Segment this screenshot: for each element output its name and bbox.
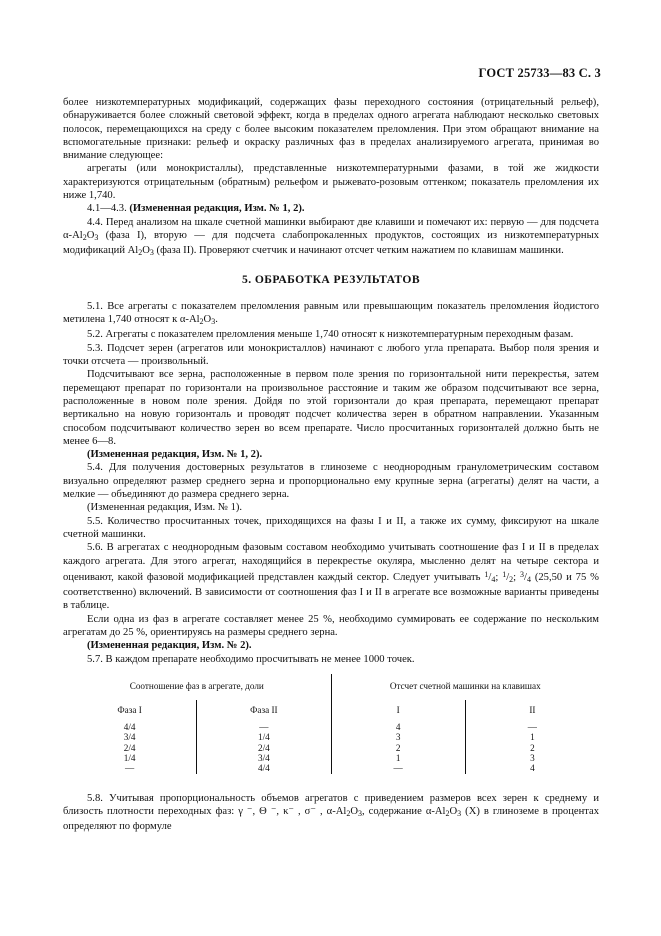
paragraph-5-2: 5.2. Агрегаты с показателем преломления меньше 1,740 относят к низкотемпературным переходным фазам.	[87, 329, 574, 341]
column-header: Фаза I	[63, 700, 197, 722]
page-header: ГОСТ 25733—83 С. 3	[478, 66, 601, 80]
paragraph: агрегаты (или монокристаллы), представленные низкотемпературными фазами, в той же жидкости характеризуются отрицательным (обратным) рельефом и рыжевато-розовым оттенком; показатель преломления их ниже 1,740.	[63, 163, 599, 202]
paragraph: более низкотемпературных модификаций, содержащих фазы переходного состояния (отрицательный рельеф), обнаруживается более сложный световой эффект, когда в пределах одного агрегата наблюдают несколько световых полосок, перемещающихся на среду с более высоким показателем преломления. При этом обращают внимание на вспомогательные признаки: рельеф и окраску различных фаз в пределах анализируемого агрегата, принимая во внимание следующее:	[63, 97, 599, 162]
paragraph-5-1: 5.1. Все агрегаты с показателем преломления равным или превышающим показатель преломления йодистого метилена 1,740 относят к $\alpha-Al_2O_3$.	[63, 300, 599, 327]
table-value: 3	[395, 732, 401, 743]
revision-note: (Измененная редакция, Изм. № 2).	[87, 640, 252, 652]
table-value: 3/4	[123, 732, 136, 743]
paragraph: Если одна из фаз в агрегате составляет менее 25 %, необходимо суммировать ее содержание по нескольким агрегатам до 25 %, ориентируясь на размеры среднего зерна.	[63, 613, 599, 638]
table-cell	[331, 722, 465, 774]
paragraph-revision: 4.1—4.3. (Измененная редакция, Изм. № 1, 2).	[87, 203, 305, 215]
document-body	[63, 96, 599, 834]
paragraph-5-7: 5.7. В каждом препарате необходимо просчитывать не менее 1000 точек.	[87, 653, 415, 665]
paragraph-4-4: 4.4. Перед анализом на шкале счетной машинки выбирают две клавиши и помечают их: первую — для подсчета $\alpha-Al_2O_3$ (фаза I), вторую — для подсчета слабопрокаленных продуктов, состоящих из низкотемпературных модификаций $Al_2O_3$ (фаза II). Проверяют счетчик и начинают отсчет четким нажатием по клавишам машинки.	[63, 216, 599, 258]
table-value: —	[527, 721, 537, 732]
paragraph: Подсчитывают все зерна, расположенные в первом поле зрения по горизонтальной нити перекрестья, затем перемещают препарат по горизонтали на произвольное расстояние и таким же образом подсчитывают все зерна, расположенные в новом поле зрения. Дойдя по этой горизонтали до края препарата, перемещают препарат вертикально на новую горизонталь и проводят подсчет количества зерен в обратном направлении. Указанным способом подсчитывают количество зерен во всем препарате. Число просчитанных горизонталей должно быть не менее 6—8.	[63, 369, 599, 447]
section-title: 5. ОБРАБОТКА РЕЗУЛЬТАТОВ	[242, 272, 420, 286]
phase-ratio-table	[63, 674, 599, 774]
table-cell	[465, 722, 599, 774]
table-value: 1/4	[123, 753, 136, 764]
table-header-counter: Отсчет счетной машинки на клавишах	[389, 681, 541, 692]
table-value: 2/4	[123, 742, 136, 753]
revision-note: (Измененная редакция, Изм. № 1, 2).	[87, 449, 263, 461]
table-value: —	[125, 763, 135, 774]
table-value: 4/4	[258, 763, 270, 774]
table-value: —	[259, 721, 269, 732]
table-cell	[63, 722, 197, 774]
paragraph-5-5: 5.5. Количество просчитанных точек, приходящихся на фазы I и II, а также их сумму, фиксируют на шкале счетной машинки.	[63, 515, 599, 540]
table-value: 3	[530, 753, 535, 764]
table-value: 4	[395, 721, 401, 732]
table-value: 1	[530, 732, 535, 743]
table-value: 1	[395, 753, 401, 764]
revision-note: (Измененная редакция, Изм. № 1).	[87, 502, 243, 514]
paragraph-5-6: 5.6. В агрегатах с неоднородным фазовым составом необходимо учитывать соотношение фаз I и II в пределах каждого агрегата. Для этого агрегат, находящийся в перекрестье окуляра, мысленно делят на четыре сектора и оценивают, какой фазовой модификацией представлен каждый сектор. Следует учитывать $^1/_4$; $^1/_2$; $^3/_4$ (25,50 и 75 % соответственно) включений. В зависимости от соотношения фаз I и II в агрегате все возможные варианты приведены в таблице.	[63, 542, 600, 612]
table-value: 2	[530, 742, 535, 753]
table-value: 4/4	[123, 721, 136, 732]
table-cell	[197, 722, 331, 774]
table-value: 2/4	[258, 742, 270, 753]
column-header: I	[331, 700, 465, 722]
table-value: 2	[395, 742, 401, 753]
paragraph-5-3: 5.3. Подсчет зерен (агрегатов или монокристаллов) начинают с любого угла препарата. Выбор поля зрения и точки отсчета — произвольный.	[63, 342, 599, 368]
table-value: —	[393, 763, 403, 774]
paragraph-5-4: 5.4. Для получения достоверных результатов в глиноземе с неоднородным гранулометрическим составом визуально определяют размер среднего зерна и пропорционально ему крупные зерна (агрегаты) делят на части, а мелкие — объединяют до размера среднего зерна.	[63, 462, 599, 501]
column-header: Фаза II	[197, 700, 331, 722]
paragraph-5-8: 5.8. Учитывая пропорциональность объемов агрегатов с приведением размеров всех зерен к среднему и близость плотности переходных фаз: γ ⁻, Θ ⁻, κ⁻ , σ⁻ , $\alpha-Al_2O_3$, содержание $\alpha-Al_2O_3$ (X) в глиноземе в процентах определяют по формуле	[63, 792, 600, 833]
table-value: 1/4	[258, 732, 270, 743]
table-header-ratio: Соотношение фаз в агрегате, доли	[63, 674, 331, 700]
table-value: 3/4	[258, 753, 270, 764]
table-value: 4	[530, 763, 535, 774]
column-header: II	[529, 705, 536, 716]
